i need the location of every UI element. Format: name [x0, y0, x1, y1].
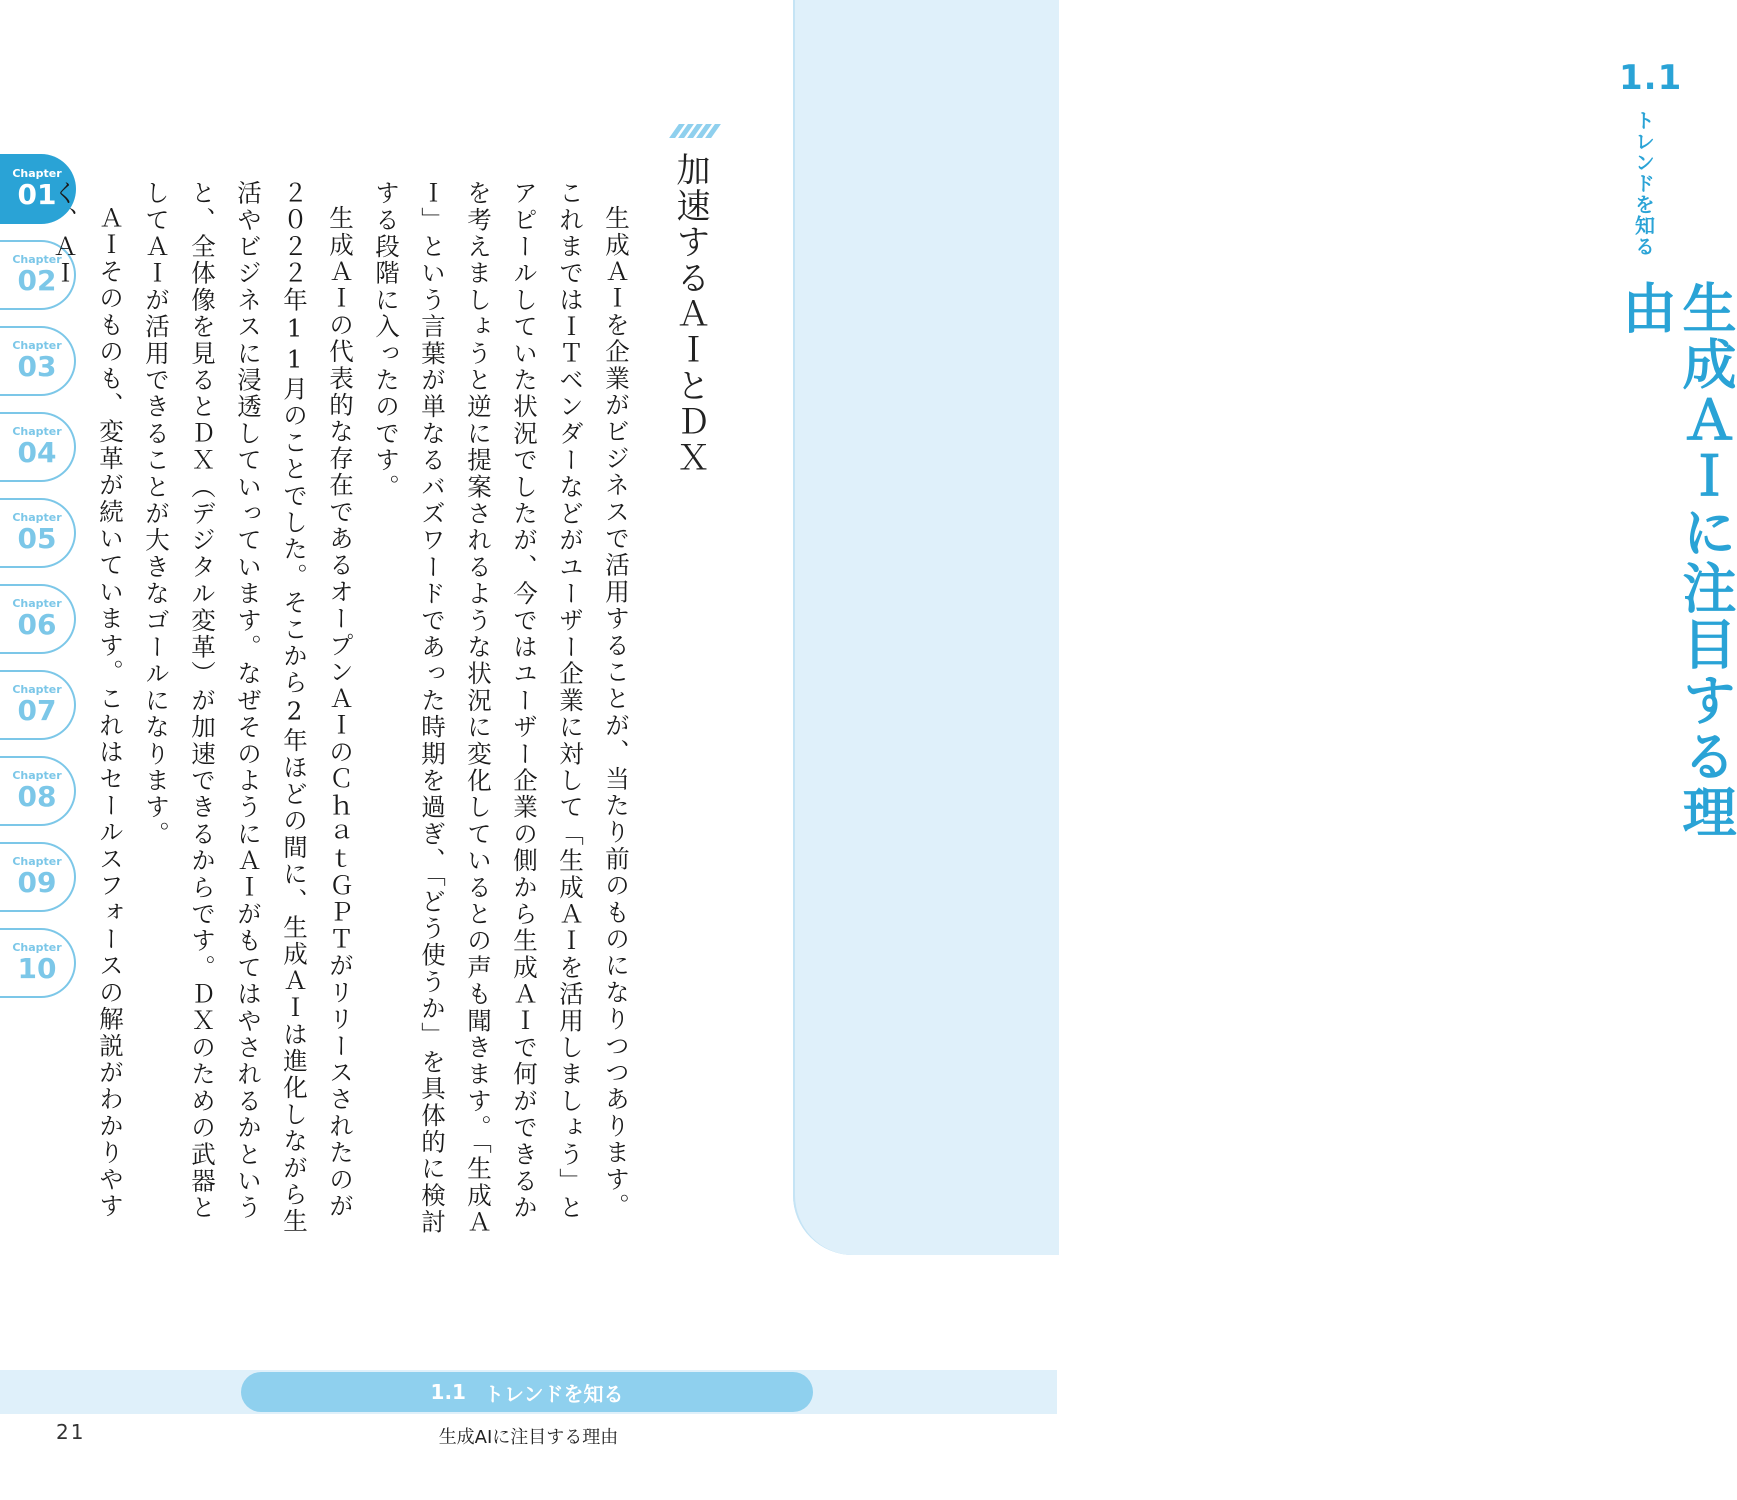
chapter-label: Chapter [12, 425, 62, 438]
paragraph: 生成ＡＩを企業がビジネスで活用することが、当たり前のものになりつつあります。これまではＩＴベンダーなどがユーザー企業に対して「生成ＡＩを活用しましょう」とアピールしていた状況でしたが、今ではユーザー企業の側から生成ＡＩで何ができるかを考えましょうと逆に提案されるような状況に変化しているとの声も聞きます。「生成ＡＩ」という言葉が単なるバズワードであった時期を過ぎ、「どう使うか」を具体的に検討する段階に入ったのです。 [372, 180, 631, 1236]
chapter-number: 06 [17, 608, 57, 641]
chapter-label: Chapter [12, 597, 62, 610]
chapter-number: 10 [17, 952, 57, 985]
page-title: 生成ＡＩに注目する理由 [1614, 280, 1737, 840]
chapter-label: Chapter [12, 683, 62, 696]
chapter-label: Chapter [12, 339, 62, 352]
footer-section-pill [241, 1372, 813, 1412]
chapter-number: 05 [17, 522, 57, 555]
chapter-label: Chapter [12, 855, 62, 868]
chapter-label: Chapter [12, 511, 62, 524]
paragraph: ＡＩそのものも、変革が続いています。これはセールスフォースの解説がわかりやすく、ＡＩ [50, 180, 125, 1220]
section-number: 1.1 [1619, 58, 1683, 98]
chapter-label: Chapter [12, 167, 62, 180]
running-title: 生成AIに注目する理由 [438, 1427, 619, 1448]
page-number: 21 [56, 1420, 86, 1444]
chapter-label: Chapter [12, 253, 62, 266]
paragraph: 生成ＡＩの代表的な存在であるオープンＡＩのＣｈａｔＧＰＴがリリースされたのが２０２２年11月のことでした。そこから2年ほどの間に、生成ＡＩは進化しながら生活やビジネスに浸透していっています。なぜそのようにＡＩがもてはやされるかというと、全体像を見るとＤＸ（デジタル変革）が加速できるからです。ＤＸのための武器としてＡＩが活用できることが大きなゴールになります。 [142, 180, 355, 1235]
chapter-number: 01 [17, 178, 57, 211]
chapter-number: 08 [17, 780, 57, 813]
chapter-number: 04 [17, 436, 57, 469]
footer-topic: トレンドを知る [483, 1381, 624, 1406]
footer-section-number: 1.1 [430, 1380, 466, 1404]
section-heading: 加速するＡＩとＤＸ [670, 152, 710, 476]
chapter-number: 02 [17, 264, 57, 297]
chapter-number: 07 [17, 694, 57, 727]
body-text [41, 180, 639, 1240]
chapter-number: 03 [17, 350, 57, 383]
heading-stripes-icon [669, 124, 733, 138]
chapter-number: 09 [17, 866, 57, 899]
topic-tag: トレンドを知る [1625, 104, 1663, 262]
chapter-label: Chapter [12, 941, 62, 954]
chapter-label: Chapter [12, 769, 62, 782]
